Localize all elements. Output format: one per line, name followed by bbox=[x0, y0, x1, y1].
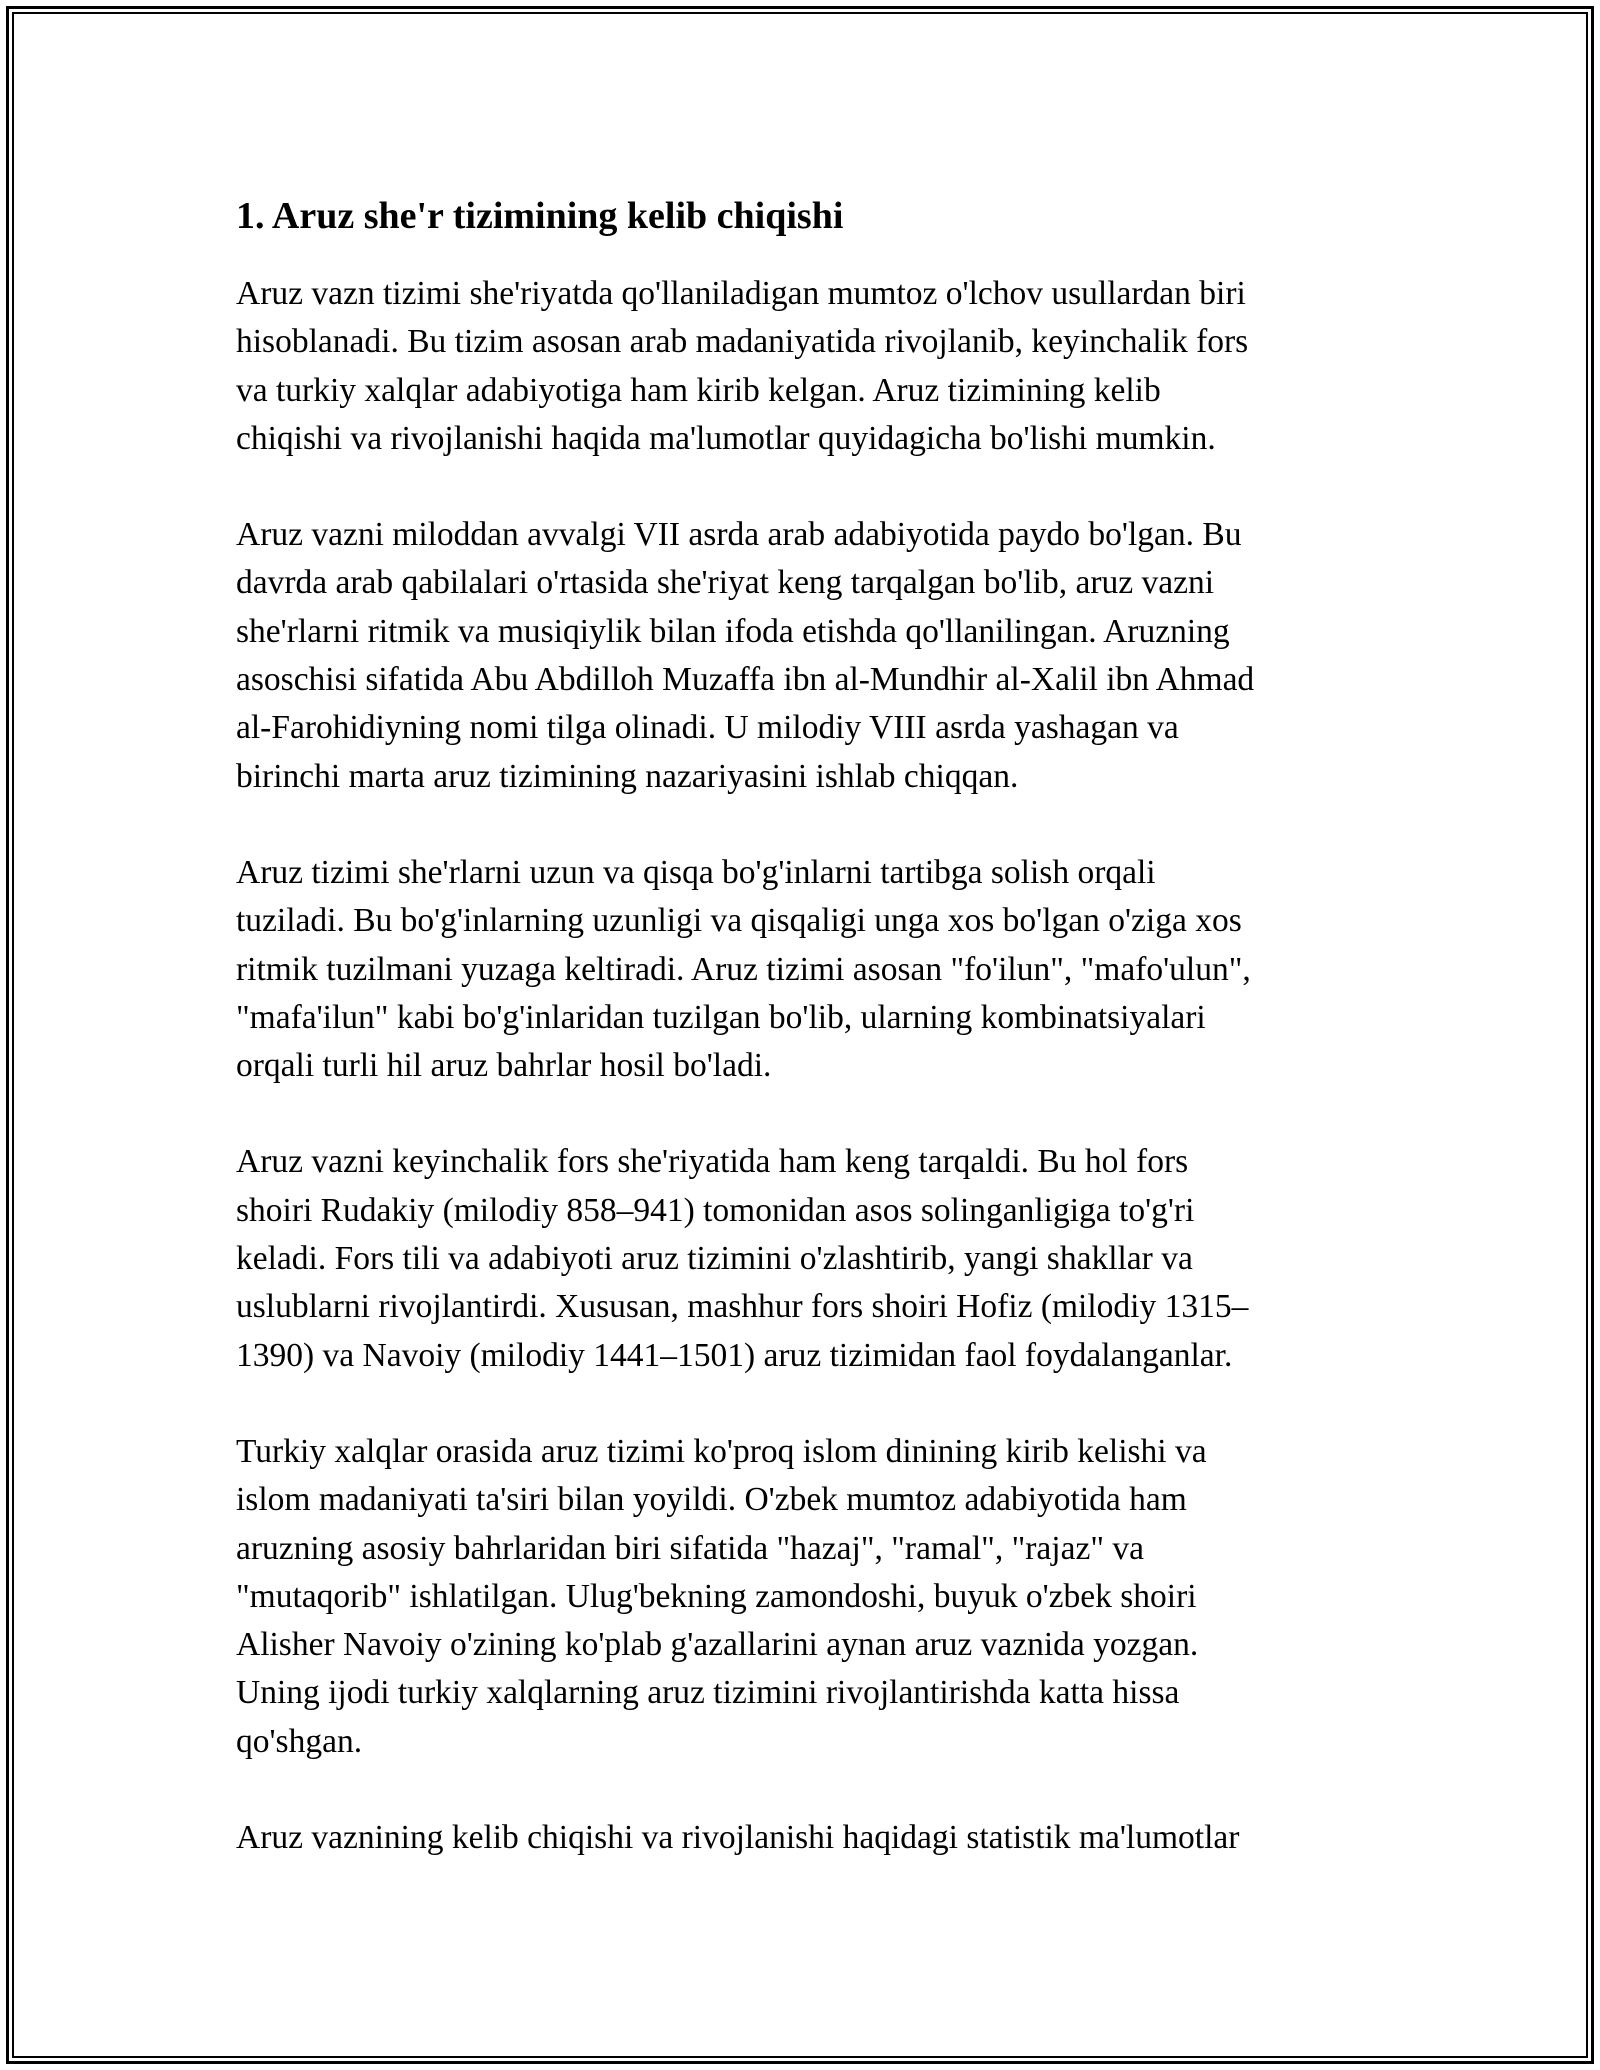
paragraph-line: tuziladi. Bu bo'g'inlarning uzunligi va qisqaligi unga xos bo'lgan o'ziga xos bbox=[236, 902, 1242, 940]
paragraph-line: aruzning asosiy bahrlaridan biri sifatida "hazaj", "ramal", "rajaz" va bbox=[236, 1529, 1145, 1567]
body-paragraph bbox=[236, 1814, 1366, 1862]
body-paragraph bbox=[236, 1138, 1366, 1379]
paragraph-line: Aruz tizimi she'rlarni uzun va qisqa bo'g'inlarni tartibga solish orqali bbox=[236, 853, 1156, 891]
paragraph-list bbox=[236, 270, 1366, 1862]
paragraph-line: Aruz vazni miloddan avvalgi VII asrda arab adabiyotida paydo bo'lgan. Bu bbox=[236, 516, 1242, 554]
paragraph-line: "mafa'ilun" kabi bo'g'inlaridan tuzilgan bo'lib, ularning kombinatsiyalari bbox=[236, 998, 1206, 1036]
paragraph-line: keladi. Fors tili va adabiyoti aruz tizimini o'zlashtirib, yangi shakllar va bbox=[236, 1240, 1193, 1278]
paragraph-line: Turkiy xalqlar orasida aruz tizimi ko'proq islom dinining kirib kelishi va bbox=[236, 1432, 1207, 1470]
body-paragraph bbox=[236, 849, 1366, 1090]
body-paragraph bbox=[236, 270, 1366, 463]
paragraph-line: shoiri Rudakiy (milodiy 858–941) tomonidan asos solinganligiga to'g'ri bbox=[236, 1191, 1195, 1229]
paragraph-line: she'rlarni ritmik va musiqiylik bilan ifoda etishda qo'llanilingan. Aruzning bbox=[236, 612, 1230, 650]
paragraph-line: uslublarni rivojlantirdi. Xususan, mashhur fors shoiri Hofiz (milodiy 1315– bbox=[236, 1288, 1249, 1326]
paragraph-line: va turkiy xalqlar adabiyotiga ham kirib kelgan. Aruz tizimining kelib bbox=[236, 371, 1161, 409]
paragraph-line: Uning ijodi turkiy xalqlarning aruz tizimini rivojlantirishda katta hissa bbox=[236, 1674, 1180, 1712]
paragraph-line: qo'shgan. bbox=[236, 1722, 363, 1760]
paragraph-line: "mutaqorib" ishlatilgan. Ulug'bekning zamondoshi, buyuk o'zbek shoiri bbox=[236, 1577, 1197, 1615]
body-paragraph bbox=[236, 511, 1366, 801]
paragraph-line: hisoblanadi. Bu tizim asosan arab madaniyatida rivojlanib, keyinchalik fors bbox=[236, 323, 1249, 361]
paragraph-line: chiqishi va rivojlanishi haqida ma'lumotlar quyidagicha bo'lishi mumkin. bbox=[236, 419, 1216, 457]
paragraph-line: Aruz vazn tizimi she'riyatda qo'llaniladigan mumtoz o'lchov usullardan biri bbox=[236, 275, 1246, 312]
document-body bbox=[236, 184, 1366, 1910]
paragraph-line: orqali turli hil aruz bahrlar hosil bo'ladi. bbox=[236, 1047, 772, 1085]
body-paragraph bbox=[236, 1428, 1366, 1766]
paragraph-line: islom madaniyati ta'siri bilan yoyildi. O'zbek mumtoz adabiyotida ham bbox=[236, 1481, 1187, 1519]
paragraph-line: Aruz vazni keyinchalik fors she'riyatida ham keng tarqaldi. Bu hol fors bbox=[236, 1143, 1189, 1181]
paragraph-line: Alisher Navoiy o'zining ko'plab g'azallarini aynan aruz vaznida yozgan. bbox=[236, 1626, 1199, 1664]
paragraph-line: Aruz vaznining kelib chiqishi va rivojlanishi haqidagi statistik ma'lumotlar bbox=[236, 1819, 1240, 1857]
paragraph-line: 1390) va Navoiy (milodiy 1441–1501) aruz tizimidan faol foydalanganlar. bbox=[236, 1336, 1233, 1374]
paragraph-line: birinchi marta aruz tizimining nazariyasini ishlab chiqqan. bbox=[236, 757, 1019, 795]
paragraph-line: ritmik tuzilmani yuzaga keltiradi. Aruz tizimi asosan "fo'ilun", "mafo'ulun", bbox=[236, 950, 1251, 988]
paragraph-line: davrda arab qabilalari o'rtasida she'riyat keng tarqalgan bo'lib, aruz vazni bbox=[236, 564, 1215, 602]
paragraph-line: asoschisi sifatida Abu Abdilloh Muzaffa ibn al-Mundhir al-Xalil ibn Ahmad bbox=[236, 661, 1255, 699]
section-heading: 1. Aruz she'r tizimining kelib chiqishi bbox=[236, 195, 844, 237]
paragraph-line: al-Farohidiyning nomi tilga olinadi. U milodiy VIII asrda yashagan va bbox=[236, 709, 1179, 747]
